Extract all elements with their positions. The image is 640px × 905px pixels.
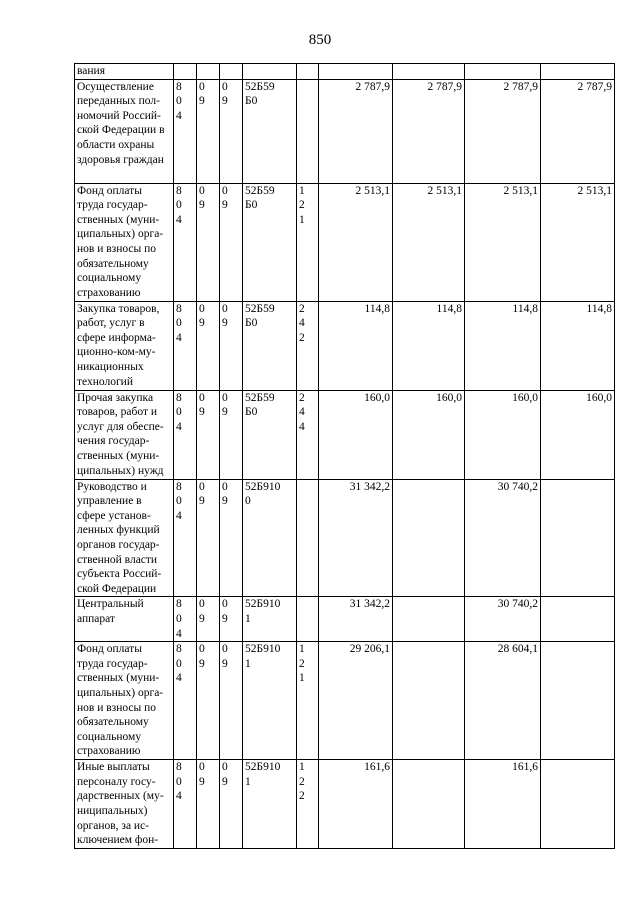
code-cell-subsection bbox=[220, 64, 243, 80]
table-row bbox=[75, 64, 615, 80]
code-cell-department: 804 bbox=[174, 301, 197, 390]
code-cell-department: 804 bbox=[174, 760, 197, 849]
code-cell-target-article: 52Б59Б0 bbox=[243, 301, 297, 390]
amount-cell-2: 160,0 bbox=[393, 390, 465, 479]
amount-cell-4 bbox=[541, 597, 615, 642]
table-row bbox=[75, 183, 615, 301]
code-cell-subsection: 09 bbox=[220, 760, 243, 849]
code-cell-expense-type: 242 bbox=[297, 301, 319, 390]
amount-cell-1 bbox=[319, 64, 393, 80]
code-cell-subsection: 09 bbox=[220, 79, 243, 183]
code-cell-expense-type: 121 bbox=[297, 642, 319, 760]
row-name-cell: Закупка товаров, работ, услуг в сфере информа-ционно-ком-му-никационных технологий bbox=[75, 301, 174, 390]
code-cell-department: 804 bbox=[174, 390, 197, 479]
amount-cell-4: 2 513,1 bbox=[541, 183, 615, 301]
amount-cell-3: 30 740,2 bbox=[465, 479, 541, 597]
code-cell-subsection: 09 bbox=[220, 301, 243, 390]
code-cell-expense-type bbox=[297, 79, 319, 183]
code-cell-expense-type bbox=[297, 597, 319, 642]
amount-cell-4 bbox=[541, 760, 615, 849]
amount-cell-1: 31 342,2 bbox=[319, 597, 393, 642]
code-cell-section: 09 bbox=[197, 479, 220, 597]
amount-cell-2: 2 513,1 bbox=[393, 183, 465, 301]
code-cell-subsection: 09 bbox=[220, 390, 243, 479]
row-name-cell: Иные выплаты персоналу госу-дарственных (му-ниципальных) органов, за ис-ключением фон- bbox=[75, 760, 174, 849]
amount-cell-2 bbox=[393, 642, 465, 760]
row-name-cell: Фонд оплаты труда государ-ственных (муни-ципальных) орга-нов и взносы по обязательному социальному страхованию bbox=[75, 183, 174, 301]
code-cell-target-article: 52Б59Б0 bbox=[243, 183, 297, 301]
row-name-cell: вания bbox=[75, 64, 174, 80]
code-cell-department: 804 bbox=[174, 183, 197, 301]
code-cell-department: 804 bbox=[174, 79, 197, 183]
row-name-cell: Прочая закупка товаров, работ и услуг для обеспе-чения государ-ственных (муни-ципальных) нужд bbox=[75, 390, 174, 479]
code-cell-section: 09 bbox=[197, 390, 220, 479]
amount-cell-4: 160,0 bbox=[541, 390, 615, 479]
amount-cell-2 bbox=[393, 479, 465, 597]
code-cell-expense-type: 121 bbox=[297, 183, 319, 301]
code-cell-section: 09 bbox=[197, 79, 220, 183]
code-cell-section: 09 bbox=[197, 183, 220, 301]
amount-cell-1: 160,0 bbox=[319, 390, 393, 479]
code-cell-target-article bbox=[243, 64, 297, 80]
amount-cell-3 bbox=[465, 64, 541, 80]
code-cell-target-article: 52Б59Б0 bbox=[243, 390, 297, 479]
code-cell-section: 09 bbox=[197, 301, 220, 390]
amount-cell-4 bbox=[541, 64, 615, 80]
code-cell-department: 804 bbox=[174, 479, 197, 597]
budget-table bbox=[74, 63, 615, 849]
code-cell-section: 09 bbox=[197, 642, 220, 760]
amount-cell-3: 160,0 bbox=[465, 390, 541, 479]
code-cell-section: 09 bbox=[197, 760, 220, 849]
amount-cell-2 bbox=[393, 760, 465, 849]
amount-cell-1: 2 513,1 bbox=[319, 183, 393, 301]
row-name-cell: Фонд оплаты труда государ-ственных (муни-ципальных) орга-нов и взносы по обязательному социальному страхованию bbox=[75, 642, 174, 760]
amount-cell-4: 2 787,9 bbox=[541, 79, 615, 183]
code-cell-section: 09 bbox=[197, 597, 220, 642]
amount-cell-2 bbox=[393, 597, 465, 642]
amount-cell-4 bbox=[541, 642, 615, 760]
code-cell-section bbox=[197, 64, 220, 80]
code-cell-subsection: 09 bbox=[220, 183, 243, 301]
table-row bbox=[75, 301, 615, 390]
code-cell-target-article: 52Б59Б0 bbox=[243, 79, 297, 183]
table-row bbox=[75, 597, 615, 642]
code-cell-expense-type bbox=[297, 64, 319, 80]
table-row bbox=[75, 79, 615, 183]
amount-cell-2: 2 787,9 bbox=[393, 79, 465, 183]
amount-cell-2 bbox=[393, 64, 465, 80]
amount-cell-4 bbox=[541, 479, 615, 597]
code-cell-expense-type: 122 bbox=[297, 760, 319, 849]
code-cell-subsection: 09 bbox=[220, 597, 243, 642]
code-cell-target-article: 52Б9101 bbox=[243, 642, 297, 760]
amount-cell-4: 114,8 bbox=[541, 301, 615, 390]
code-cell-department: 804 bbox=[174, 642, 197, 760]
table-row bbox=[75, 760, 615, 849]
amount-cell-2: 114,8 bbox=[393, 301, 465, 390]
amount-cell-1: 161,6 bbox=[319, 760, 393, 849]
page-number: 850 bbox=[308, 32, 332, 48]
code-cell-subsection: 09 bbox=[220, 479, 243, 597]
code-cell-target-article: 52Б9101 bbox=[243, 760, 297, 849]
amount-cell-1: 29 206,1 bbox=[319, 642, 393, 760]
code-cell-target-article: 52Б9101 bbox=[243, 597, 297, 642]
amount-cell-3: 30 740,2 bbox=[465, 597, 541, 642]
row-name-cell: Руководство и управление в сфере установ-ленных функций органов государ-ственной власти субъекта Россий-ской Федерации bbox=[75, 479, 174, 597]
amount-cell-1: 114,8 bbox=[319, 301, 393, 390]
amount-cell-3: 114,8 bbox=[465, 301, 541, 390]
row-name-cell: Осуществление переданных пол-номочий Россий-ской Федерации в области охраны здоровья граждан bbox=[75, 79, 174, 183]
amount-cell-3: 2 787,9 bbox=[465, 79, 541, 183]
amount-cell-1: 31 342,2 bbox=[319, 479, 393, 597]
code-cell-department bbox=[174, 64, 197, 80]
amount-cell-1: 2 787,9 bbox=[319, 79, 393, 183]
code-cell-subsection: 09 bbox=[220, 642, 243, 760]
table-row bbox=[75, 642, 615, 760]
amount-cell-3: 28 604,1 bbox=[465, 642, 541, 760]
amount-cell-3: 2 513,1 bbox=[465, 183, 541, 301]
row-name-cell: Центральный аппарат bbox=[75, 597, 174, 642]
amount-cell-3: 161,6 bbox=[465, 760, 541, 849]
code-cell-department: 804 bbox=[174, 597, 197, 642]
table-row bbox=[75, 479, 615, 597]
code-cell-target-article: 52Б9100 bbox=[243, 479, 297, 597]
code-cell-expense-type bbox=[297, 479, 319, 597]
code-cell-expense-type: 244 bbox=[297, 390, 319, 479]
table-row bbox=[75, 390, 615, 479]
